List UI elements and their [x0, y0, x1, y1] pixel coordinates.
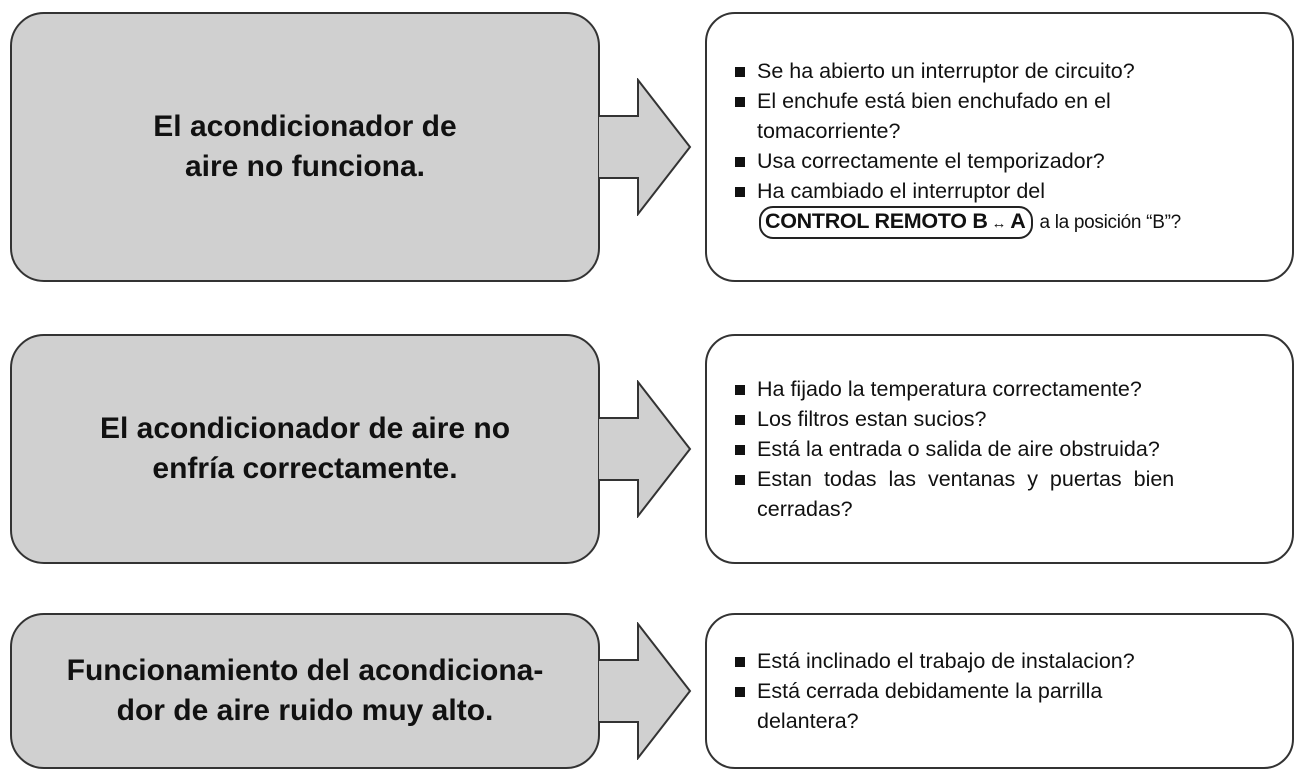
check-item: El enchufe está bien enchufado en el: [707, 86, 1292, 116]
checklist-box-not-cooling: [705, 334, 1294, 564]
check-item: Estan todas las ventanas y puertas bien: [707, 464, 1292, 494]
bullet-square-icon: [735, 67, 745, 77]
double-arrow-icon: ↔: [991, 214, 1007, 232]
bullet-square-icon: [735, 475, 745, 485]
bullet-square-icon: [735, 385, 745, 395]
bullet-square-icon: [735, 657, 745, 667]
check-item-continuation: tomacorriente?: [757, 118, 901, 143]
bullet-square-icon: [735, 187, 745, 197]
check-item-continuation: delantera?: [757, 709, 859, 733]
problem-text: Funcionamiento del acondiciona- dor de aire ruido muy alto.: [66, 654, 544, 727]
check-item: Está cerrada debidamente la parrilla: [707, 676, 1292, 706]
bullet-square-icon: [735, 445, 745, 455]
problem-box-noisy: [10, 613, 600, 769]
bullet-square-icon: [735, 415, 745, 425]
problem-text: El acondicionador de aire no enfría correctamente.: [99, 412, 511, 485]
remote-switch-label: CONTROL REMOTO B ↔ A: [759, 206, 1033, 239]
check-item: Los filtros estan sucios?: [707, 404, 1292, 434]
problem-box-not-cooling: [10, 334, 600, 564]
check-item-continuation: cerradas?: [757, 497, 853, 521]
bullet-square-icon: [735, 157, 745, 167]
checklist-box-not-working: [705, 12, 1294, 282]
arrow-right-icon: [598, 78, 694, 216]
problem-text: El acondicionador de aire no funciona.: [153, 110, 457, 183]
problem-box-not-working: [10, 12, 600, 282]
bullet-square-icon: [735, 97, 745, 107]
checklist-box-noisy: [705, 613, 1294, 769]
arrow-right-icon: [598, 380, 694, 518]
check-item: Se ha abierto un interruptor de circuito?: [707, 56, 1292, 86]
check-item: Usa correctamente el temporizador?: [707, 146, 1292, 176]
check-item: Ha cambiado el interruptor del: [707, 176, 1292, 206]
bullet-square-icon: [735, 687, 745, 697]
arrow-right-icon: [598, 622, 694, 760]
check-item-continuation: CONTROL REMOTO B ↔ A a la posición “B”?: [707, 206, 1292, 239]
check-item: Está la entrada o salida de aire obstruida?: [707, 434, 1292, 464]
check-item: Está inclinado el trabajo de instalacion?: [707, 646, 1292, 676]
check-item: Ha fijado la temperatura correctamente?: [707, 374, 1292, 404]
